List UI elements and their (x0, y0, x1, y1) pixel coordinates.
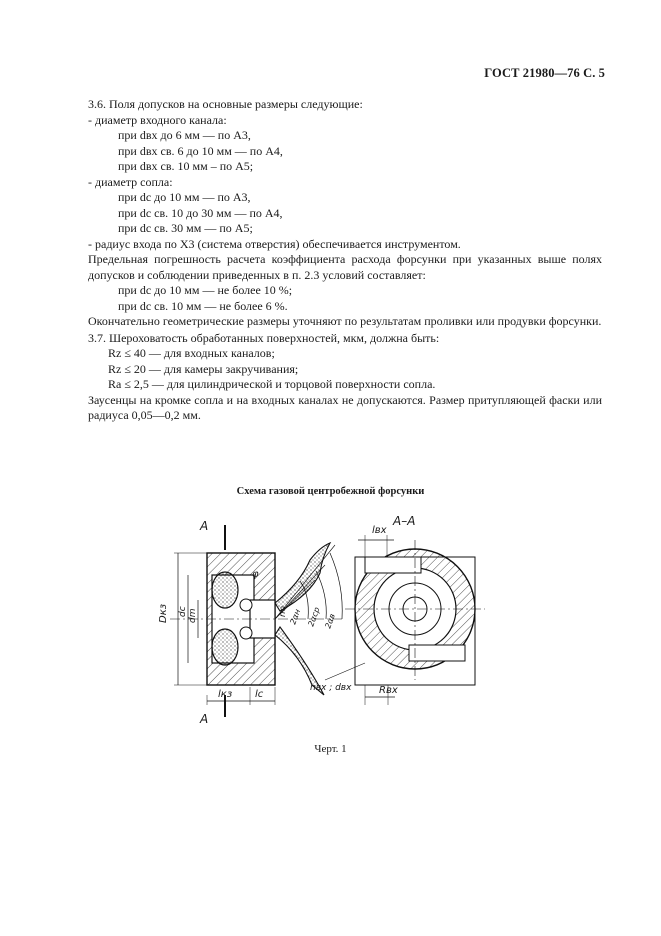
label-2asr: 2αср (306, 605, 322, 628)
error-item: при dc св. 10 мм — не более 6 %. (118, 298, 288, 313)
roughness-item: Ra ≤ 2,5 — для цилиндрической и торцовой поверхности сопла. (108, 377, 436, 391)
figure-title: Схема газовой центробежной форсунки (236, 486, 425, 497)
spray-cone-upper (275, 543, 330, 611)
section-3-6-title: 3.6. Поля допусков на основные размеры следующие: (88, 97, 363, 111)
label-dm: dm (188, 608, 198, 623)
section-3-7-title: 3.7. Шероховатость обработанных поверхностей, мкм, должна быть: (88, 330, 440, 345)
error-item: при dc до 10 мм — не более 10 %; (118, 283, 293, 297)
roughness-item: Rz ≤ 40 — для входных каналов; (108, 346, 275, 360)
nozzle-item: при dc св. 10 до 30 мм — по A4, (118, 205, 283, 220)
section-a-bottom-label: A (200, 712, 209, 726)
label-phi: φ (252, 569, 259, 580)
nozzle-item: при dc св. 30 мм — по A5; (118, 221, 253, 235)
inlet-diameter-heading: - диаметр входного канала: (88, 112, 227, 127)
document-body (88, 97, 602, 424)
inlet-item: при dвх св. 6 до 10 мм — по A4, (118, 143, 283, 158)
burrs-paragraph: Заусенцы на кромке сопла и на входных каналах не допускаются. Размер притупляющей фаски или радиуса 0,05—0,2 мм. (88, 392, 602, 422)
nozzle-item: при dc до 10 мм — по A3, (118, 190, 251, 204)
vortex-marker-upper (240, 599, 252, 611)
label-dkz: Dкз (158, 603, 169, 623)
label-rm: rm (278, 605, 287, 617)
label-lkz: lкз (218, 689, 233, 700)
figure-caption: Черт. 1 (314, 743, 347, 755)
angle-arc-3 (330, 553, 342, 619)
inlet-channel-upper (212, 572, 238, 608)
final-paragraph: Окончательно геометрические размеры уточняют по результатам проливки или продувки форсунки. (88, 314, 602, 328)
label-l-inlet: lвх (372, 525, 387, 536)
label-2av: 2αв (323, 612, 338, 630)
nozzle-drawing (150, 505, 510, 735)
section-aa-view (345, 540, 485, 685)
vortex-marker-lower (240, 627, 252, 639)
inlet-slot-bottom (409, 645, 465, 661)
inlet-item: при dвх до 6 мм — по A3, (118, 128, 251, 142)
radius-note: - радиус входа по X3 (система отверстия) обеспечивается инструментом. (88, 236, 461, 251)
inlet-channel-lower (212, 629, 238, 665)
label-r-inlet: Rвх (379, 685, 398, 696)
label-dc: dc (178, 606, 188, 617)
label-lc: lc (255, 689, 264, 700)
label-2an: 2αн (288, 607, 303, 626)
section-view-label: A–A (393, 514, 416, 528)
standard-header: ГОСТ 21980—76 С. 5 (484, 66, 605, 80)
label-n-d-inlet: nвх ; dвх (310, 683, 352, 693)
error-paragraph: Предельная погрешность расчета коэффициента расхода форсунки при указанных выше полях допусков и соблюдении приведенных в п. 2.3 условий составляет: (88, 252, 602, 282)
nozzle-diameter-heading: - диаметр сопла: (88, 174, 173, 189)
inlet-item: при dвх св. 10 мм – по A5; (118, 159, 254, 173)
inlet-slot-top (365, 557, 421, 573)
section-a-top-label: A (200, 519, 209, 533)
roughness-item: Rz ≤ 20 — для камеры закручивания; (108, 361, 299, 376)
leader-n-d (325, 663, 365, 680)
